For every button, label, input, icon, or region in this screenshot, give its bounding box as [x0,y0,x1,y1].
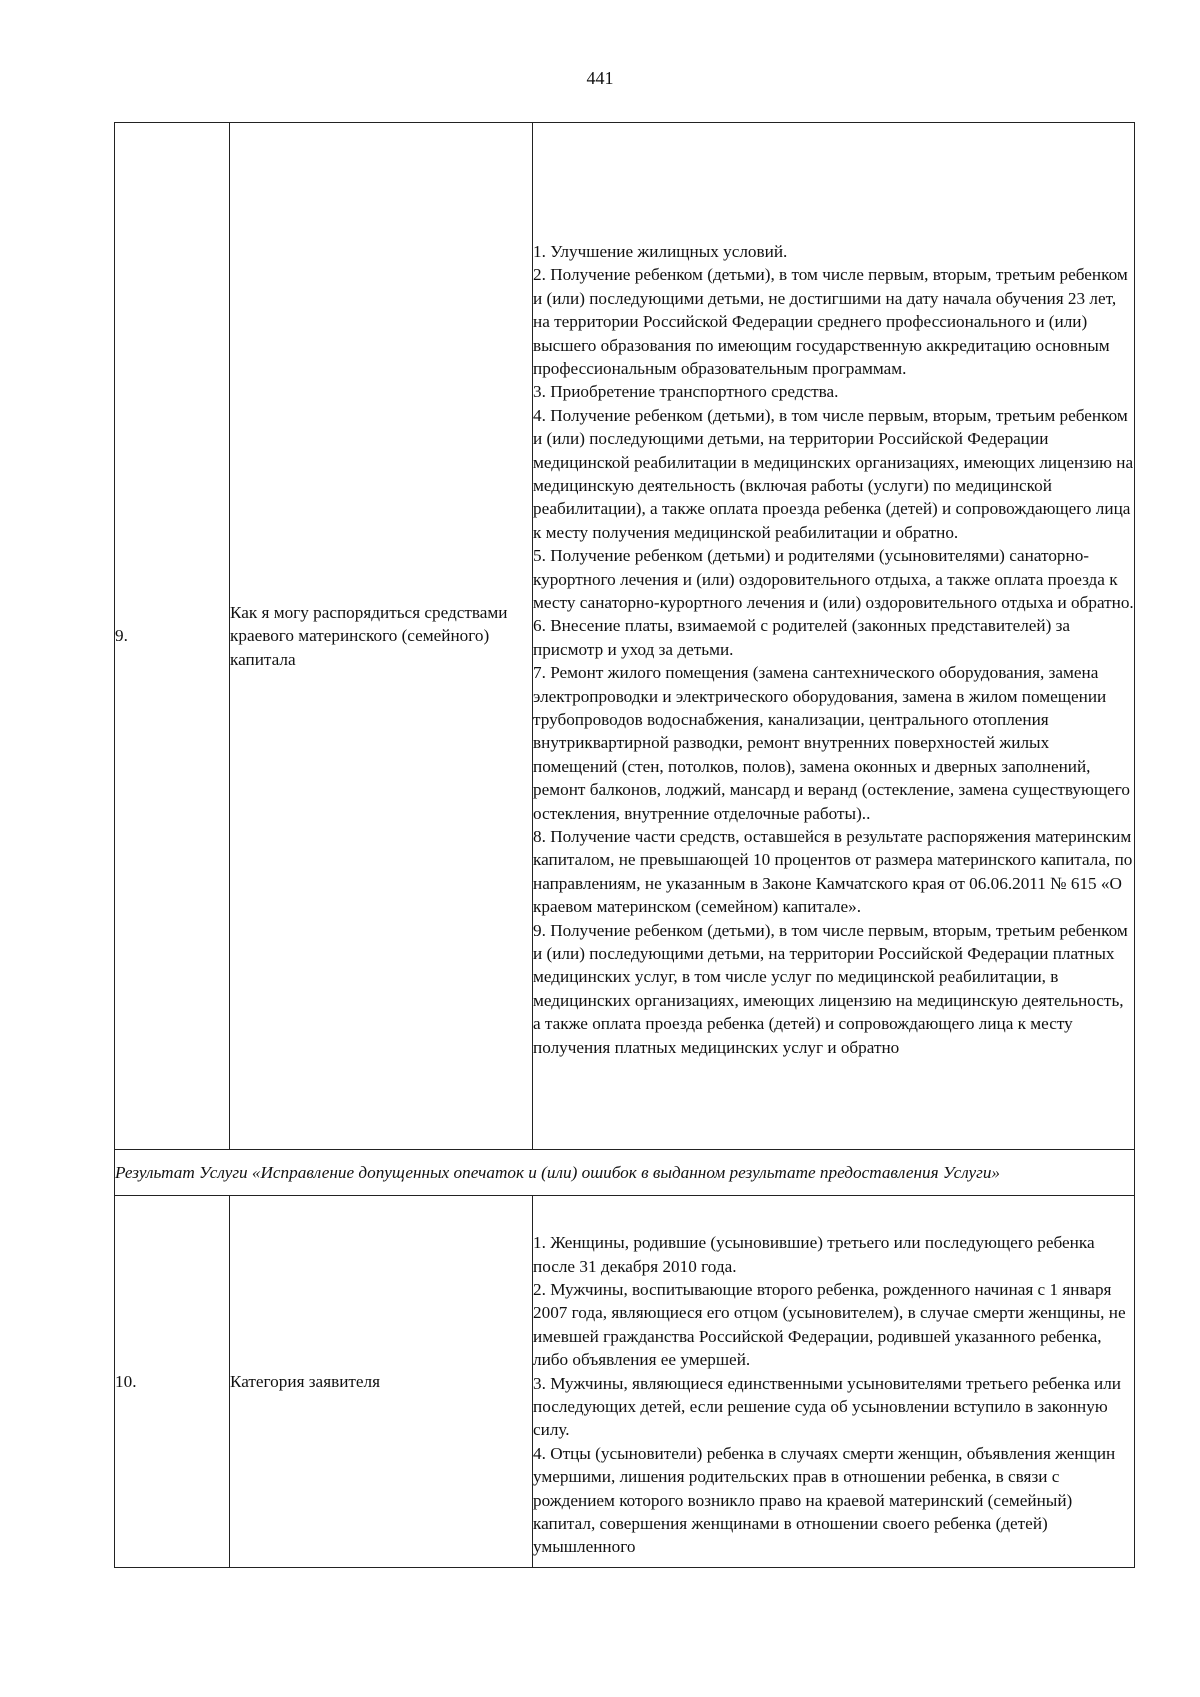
row-answer [533,1196,1135,1568]
row-number: 10. [115,1196,230,1568]
answer-item: 2. Мужчины, воспитывающие второго ребенка, рожденного начиная с 1 января 2007 года, являющиеся его отцом (усыновителем), в случае смерти женщины, не имевшей гражданства Российской Федерации, родившей указанного ребенка, либо объявления ее умершей. [533,1279,1126,1370]
answer-item: 6. Внесение платы, взимаемой с родителей (законных представителей) за присмотр и уход за детьми. [533,616,1071,659]
section-header-row [115,1150,1135,1196]
page-number: 441 [586,68,614,88]
section-header: Результат Услуги «Исправление допущенных опечаток и (или) ошибок в выданном результате предоставления Услуги» [115,1150,1135,1196]
row-question: Категория заявителя [230,1196,533,1568]
answer-item: 3. Приобретение транспортного средства. [533,382,839,402]
answer-item: 2. Получение ребенком (детьми), в том числе первым, вторым, третьим ребенком и (или) последующими детьми, не достигшими на дату начала обучения 23 лет, на территории Российской Федерации среднего профессионального и (или) высшего образования по имеющим государственную аккредитацию основным профессиональным образовательным программам. [533,265,1128,378]
row-question: Как я могу распорядиться средствами краевого материнского (семейного) капитала [230,123,533,1150]
row-answer [533,123,1135,1150]
answer-item: 8. Получение части средств, оставшейся в результате распоряжения материнским капиталом, не превышающей 10 процентов от размера материнского капитала, по направлениям, не указанным в Законе Камчатского края от 06.06.2011 № 615 «О краевом материнском (семейном) капитале». [533,827,1133,917]
answer-item: 7. Ремонт жилого помещения (замена сантехнического оборудования, замена электропроводки и электрического оборудования, замена в жилом помещении трубопроводов водоснабжения, канализации, центрального отопления внутриквартирной разводки, ремонт внутренних поверхностей жилых помещений (стен, потолков, полов), замена оконных и дверных заполнений, ремонт балконов, лоджий, мансард и веранд (остекление, замена существующего остекления, внутренние отделочные работы).. [533,663,1130,823]
answer-item: 5. Получение ребенком (детьми) и родителями (усыновителями) санаторно-курортного лечения и (или) оздоровительного отдыха, а также оплата проезда к месту санаторно-курортного лечения и (или) оздоровительного отдыха и обратно. [533,546,1134,612]
table-row [115,123,1135,1150]
answer-item: 4. Получение ребенком (детьми), в том числе первым, вторым, третьим ребенком и (или) последующими детьми, на территории Российской Федерации медицинской реабилитации в медицинских организациях, имеющих лицензию на медицинскую деятельность (включая работы (услуги) по медицинской реабилитации), а также оплата проезда ребенка (детей) и сопровождающего лица к месту получения медицинской реабилитации и обратно. [533,405,1134,542]
faq-table [114,122,1135,1568]
row-number: 9. [115,123,230,1150]
answer-item: 1. Улучшение жилищных условий. [533,241,788,261]
answer-item: 4. Отцы (усыновители) ребенка в случаях смерти женщин, объявления женщин умершими, лишения родительских прав в отношении ребенка, в связи с рождением которого возникло право на краевой материнский (семейный) капитал, совершения женщинами в отношении своего ребенка (детей) умышленного [533,1443,1116,1557]
answer-item: 1. Женщины, родившие (усыновившие) третьего или последующего ребенка после 31 декабря 2010 года. [533,1233,1095,1276]
answer-item: 3. Мужчины, являющиеся единственными усыновителями третьего ребенка или последующих детей, если решение суда об усыновлении вступило в законную силу. [533,1373,1121,1440]
table-row [115,1196,1135,1568]
answer-item: 9. Получение ребенком (детьми), в том числе первым, вторым, третьим ребенком и (или) последующими детьми, на территории Российской Федерации платных медицинских услуг, в том числе услуг по медицинской реабилитации, в медицинских организациях, имеющих лицензию на медицинскую деятельность, а также оплата проезда ребенка (детей) и сопровождающего лица к месту получения платных медицинских услуг и обратно [533,920,1128,1057]
